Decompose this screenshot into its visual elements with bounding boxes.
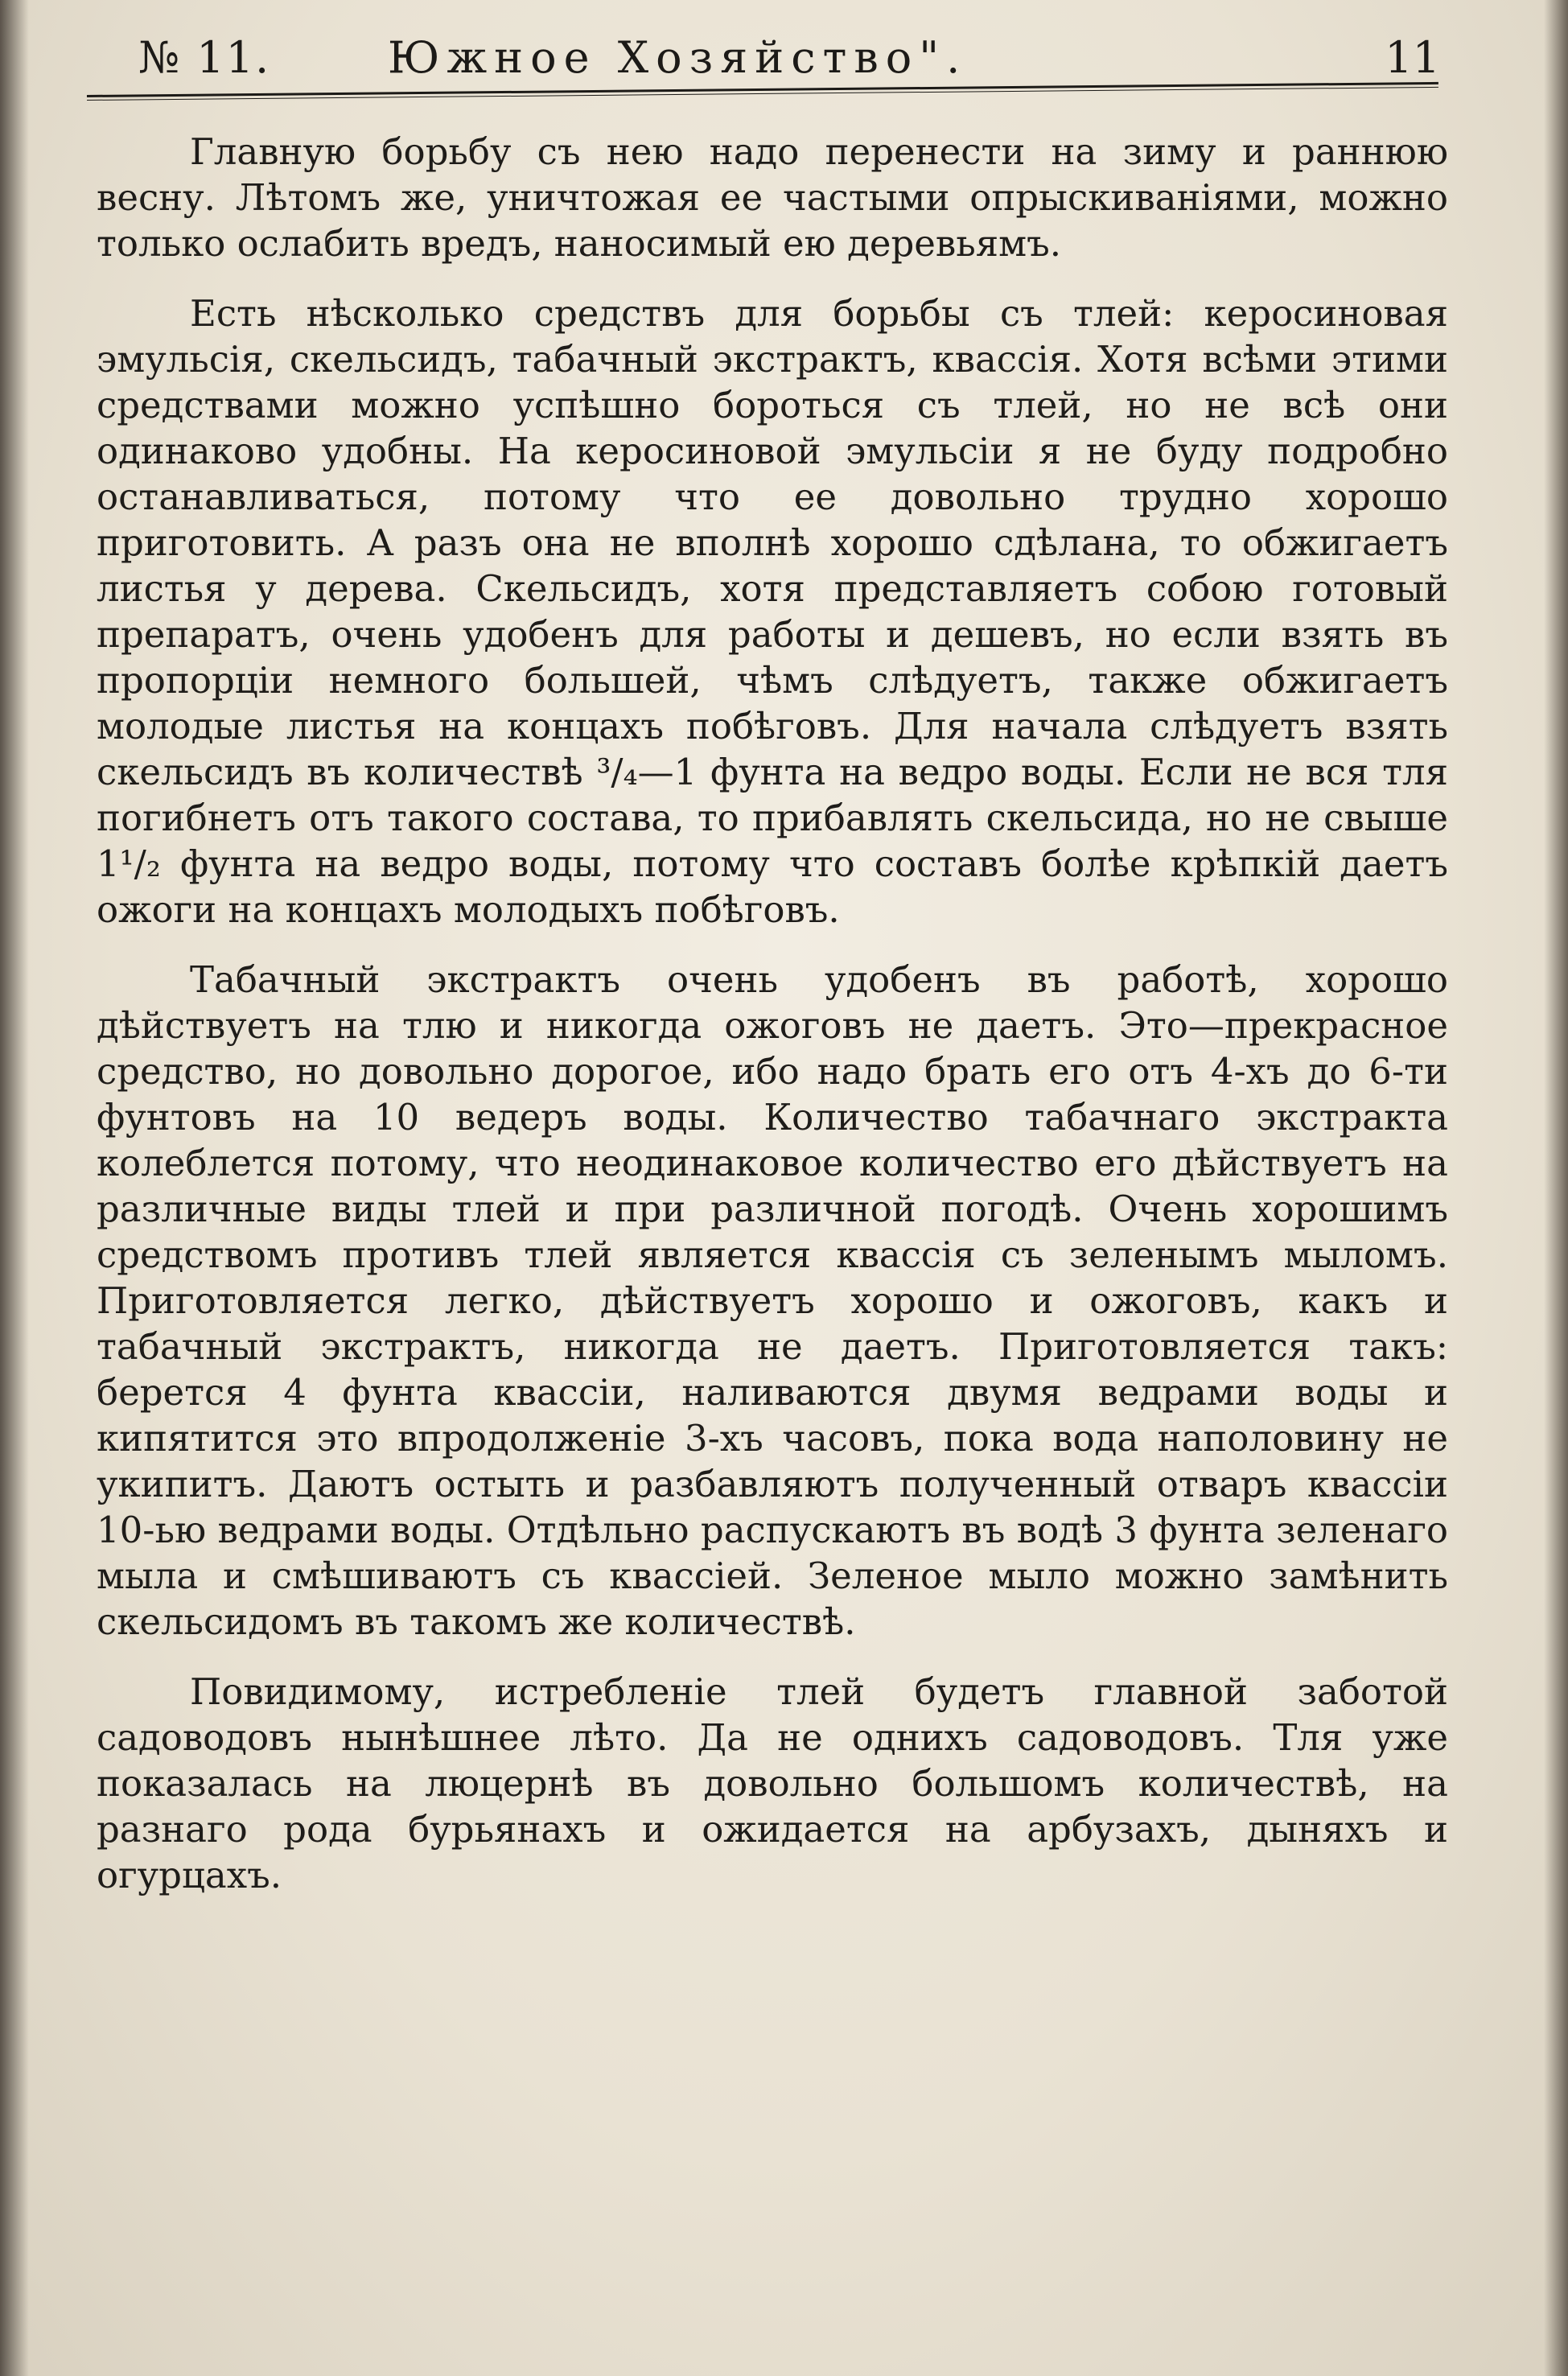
- running-header: [88, 24, 1456, 89]
- article-body: [97, 129, 1448, 1916]
- paragraph-3: Табачный экстрактъ очень удобенъ въ работѣ, хорошо дѣйствуетъ на тлю и никогда ожоговъ не даетъ. Это—прекрасное средство, но довольно дорогое, ибо надо брать его отъ 4-хъ до 6-ти фунтовъ на 10 ведеръ воды. Количество табачнаго экстракта колеблется потому, что неодинаковое количество его дѣйствуетъ на различные виды тлей и при различной погодѣ. Очень хорошимъ средствомъ противъ тлей является квассія съ зеленымъ мыломъ. Приготовляется легко, дѣйствуетъ хорошо и ожоговъ, какъ и табачный экстрактъ, никогда не даетъ. Приготовляется такъ: берется 4 фунта квассіи, наливаются двумя ведрами воды и кипятится это впродолженіе 3-хъ часовъ, пока вода наполовину не укипитъ. Даютъ остыть и разбавляютъ полученный отваръ квассіи 10-ью ведрами воды. Отдѣльно распускаютъ въ водѣ 3 фунта зеленаго мыла и смѣшиваютъ съ квассіей. Зеленое мыло можно замѣнить скельсидомъ въ такомъ же количествѣ.: [97, 958, 1448, 1643]
- journal-title: Южное Хозяйство".: [388, 32, 968, 83]
- page-number: 11: [1385, 32, 1440, 83]
- paragraph-1: Главную борьбу съ нею надо перенести на зиму и раннюю весну. Лѣтомъ же, уничтожая ее частыми опрыскиваніями, можно только ослабить вредъ, наносимый ею деревьямъ.: [97, 130, 1448, 265]
- issue-number: № 11.: [138, 32, 271, 83]
- paragraph-4: Повидимому, истребленіе тлей будетъ главной заботой садоводовъ нынѣшнее лѣто. Да не однихъ садоводовъ. Тля уже показалась на люцернѣ въ довольно большомъ количествѣ, на разнаго рода бурьянахъ и ожидается на арбузахъ, дыняхъ и огурцахъ.: [97, 1670, 1448, 1896]
- paragraph-2: Есть нѣсколько средствъ для борьбы съ тлей: керосиновая эмульсія, скельсидъ, табачный экстрактъ, квассія. Хотя всѣми этими средствами можно успѣшно бороться съ тлей, но не всѣ они одинаково удобны. На керосиновой эмульсіи я не буду подробно останавливаться, потому что ее довольно трудно хорошо приготовить. А разъ она не вполнѣ хорошо сдѣлана, то обжигаетъ листья у дерева. Скельсидъ, хотя представляетъ собою готовый препаратъ, очень удобенъ для работы и дешевъ, но если взять въ пропорціи немного большей, чѣмъ слѣдуетъ, также обжигаетъ молодые листья на концахъ побѣговъ. Для начала слѣдуетъ взять скельсидъ въ количествѣ ³/₄—1 фунта на ведро воды. Если не вся тля погибнетъ отъ такого состава, то прибавлять скельсида, но не свыше 1¹/₂ фунта на ведро воды, потому что составъ болѣе крѣпкій даетъ ожоги на концахъ молодыхъ побѣговъ.: [97, 292, 1448, 931]
